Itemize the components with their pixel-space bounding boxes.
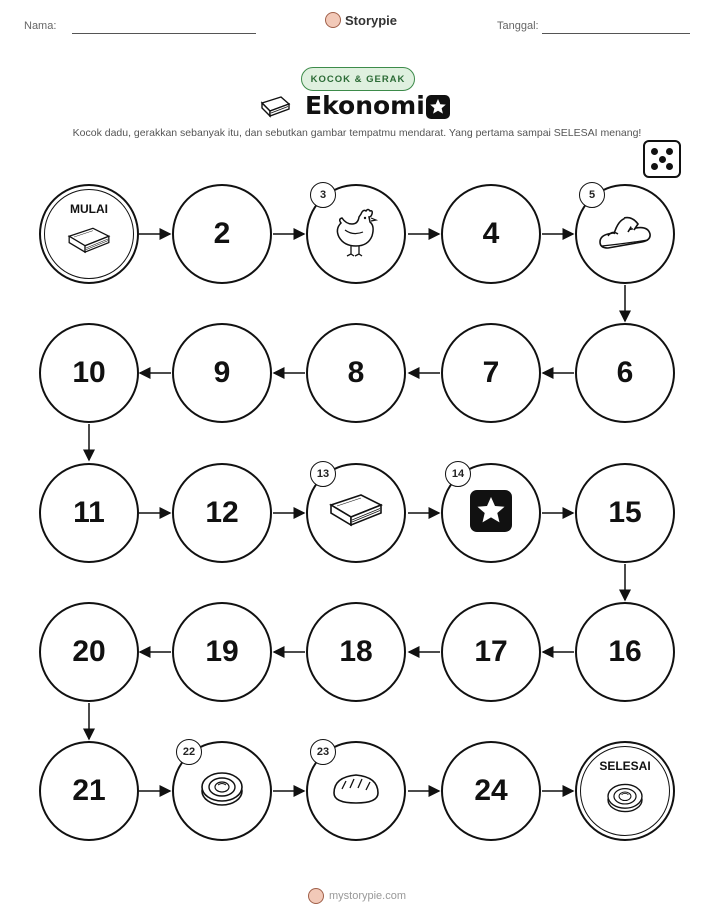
- coin-icon: [198, 769, 246, 814]
- space-number: 9: [213, 356, 231, 389]
- footer-mascot-icon: [308, 888, 324, 904]
- name-label: Nama:: [24, 20, 57, 32]
- page-title: Ekonomi: [305, 91, 425, 120]
- picture-space: [441, 463, 541, 563]
- category-badge: KOCOK & GERAK: [301, 67, 415, 91]
- sandal-icon: [594, 212, 656, 257]
- bread-icon: [330, 771, 382, 812]
- space-number-badge: 23: [310, 739, 336, 765]
- number-space: [172, 184, 272, 284]
- number-space: [575, 463, 675, 563]
- space-number-badge: 13: [310, 461, 336, 487]
- space-number: 4: [482, 217, 500, 250]
- number-space: [575, 323, 675, 423]
- number-space: [172, 602, 272, 702]
- space-number: 12: [205, 496, 239, 529]
- space-number: 10: [72, 356, 106, 389]
- finish-label: SELESAI: [599, 759, 651, 773]
- space-number-badge: 5: [579, 182, 605, 208]
- space-number: 18: [339, 635, 373, 668]
- book-icon: [66, 224, 112, 263]
- number-space: [441, 184, 541, 284]
- picture-space: [306, 463, 406, 563]
- footer-url: mystorypie.com: [328, 890, 407, 902]
- number-space: [172, 463, 272, 563]
- space-number-badge: 14: [445, 461, 471, 487]
- space-number-badge: 22: [176, 739, 202, 765]
- finish-space: [575, 741, 675, 841]
- picture-space: [172, 741, 272, 841]
- chicken-icon: [331, 206, 381, 263]
- picture-space: [575, 184, 675, 284]
- star-icon: [469, 489, 513, 538]
- brand-name: Storypie: [345, 12, 398, 28]
- number-space: [39, 463, 139, 563]
- book-icon: [327, 491, 385, 536]
- number-space: [306, 602, 406, 702]
- coin-icon: [602, 781, 648, 820]
- space-number: 16: [608, 635, 642, 668]
- space-number: 21: [72, 774, 106, 807]
- number-space: [39, 741, 139, 841]
- space-number: 24: [474, 774, 508, 807]
- number-space: [306, 323, 406, 423]
- number-space: [39, 323, 139, 423]
- number-space: [441, 323, 541, 423]
- space-number: 19: [205, 635, 239, 668]
- picture-space: [306, 184, 406, 284]
- space-number: 7: [482, 356, 500, 389]
- space-number: 2: [213, 217, 231, 250]
- space-number-badge: 3: [310, 182, 336, 208]
- space-number: 6: [616, 356, 634, 389]
- date-label: Tanggal:: [497, 20, 539, 32]
- space-number: 17: [474, 635, 508, 668]
- number-space: [441, 602, 541, 702]
- number-space: [172, 323, 272, 423]
- space-number: 15: [608, 496, 642, 529]
- number-space: [441, 741, 541, 841]
- start-space: [39, 184, 139, 284]
- space-number: 11: [73, 496, 105, 529]
- number-space: [575, 602, 675, 702]
- start-label: MULAI: [70, 202, 108, 216]
- space-number: 20: [72, 635, 106, 668]
- space-number: 8: [347, 356, 365, 389]
- instructions-text: Kocok dadu, gerakkan sebanyak itu, dan sebutkan gambar tempatmu mendarat. Yang pertama sampai SELESAI menang!: [72, 127, 642, 139]
- picture-space: [306, 741, 406, 841]
- footer: [0, 888, 714, 904]
- number-space: [39, 602, 139, 702]
